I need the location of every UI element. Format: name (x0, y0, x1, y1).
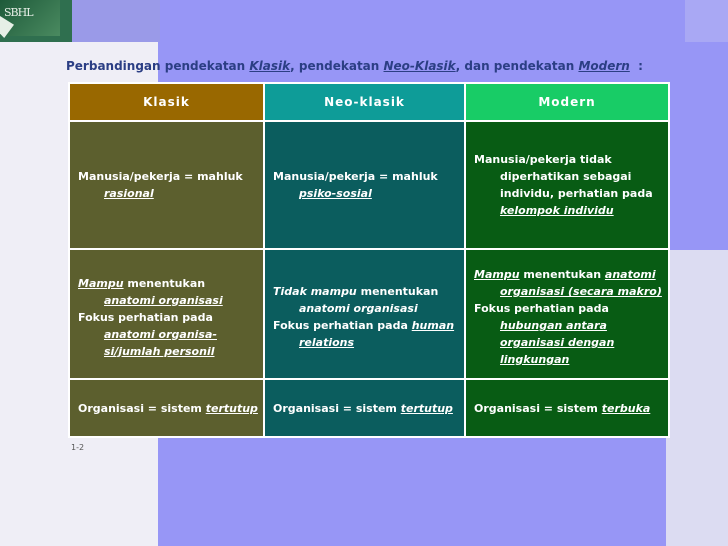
slide-title: Perbandingan pendekatan Klasik, pendekatan Neo-Klasik, dan pendekatan Modern : (66, 59, 643, 73)
cell-neo-manusia: Manusia/pekerja = mahluk psiko-sosial (264, 121, 465, 249)
table-row (69, 121, 669, 249)
table-row (69, 379, 669, 437)
table-row (69, 249, 669, 379)
cell-klasik-anatomi: Mampu menentukan anatomi organisasi Fokus perhatian pada anatomi organisa- si/jumlah personil (69, 249, 264, 379)
cell-neo-anatomi: Tidak mampu menentukan anatomi organisasi Fokus perhatian pada human relations (264, 249, 465, 379)
header-modern: Modern (465, 83, 669, 121)
page-number: 1-2 (71, 443, 85, 452)
header-klasik: Klasik (69, 83, 264, 121)
cell-modern-manusia: Manusia/pekerja tidak diperhatikan sebagai individu, perhatian pada kelompok individu (465, 121, 669, 249)
header-neo-klasik: Neo-klasik (264, 83, 465, 121)
table-header-row (69, 83, 669, 121)
cell-modern-anatomi: Mampu menentukan anatomi organisasi (secara makro) Fokus perhatian pada hubungan antara organisasi dengan lingkungan (465, 249, 669, 379)
comparison-table (68, 82, 670, 438)
logo-text: SBHL (4, 6, 33, 19)
background-fade (685, 0, 728, 42)
background-light-block (666, 250, 728, 546)
background-slab (70, 0, 160, 42)
cell-klasik-sistem: Organisasi = sistem tertutup (69, 379, 264, 437)
cell-modern-sistem: Organisasi = sistem terbuka (465, 379, 669, 437)
cell-neo-sistem: Organisasi = sistem tertutup (264, 379, 465, 437)
cell-klasik-manusia: Manusia/pekerja = mahluk rasional (69, 121, 264, 249)
